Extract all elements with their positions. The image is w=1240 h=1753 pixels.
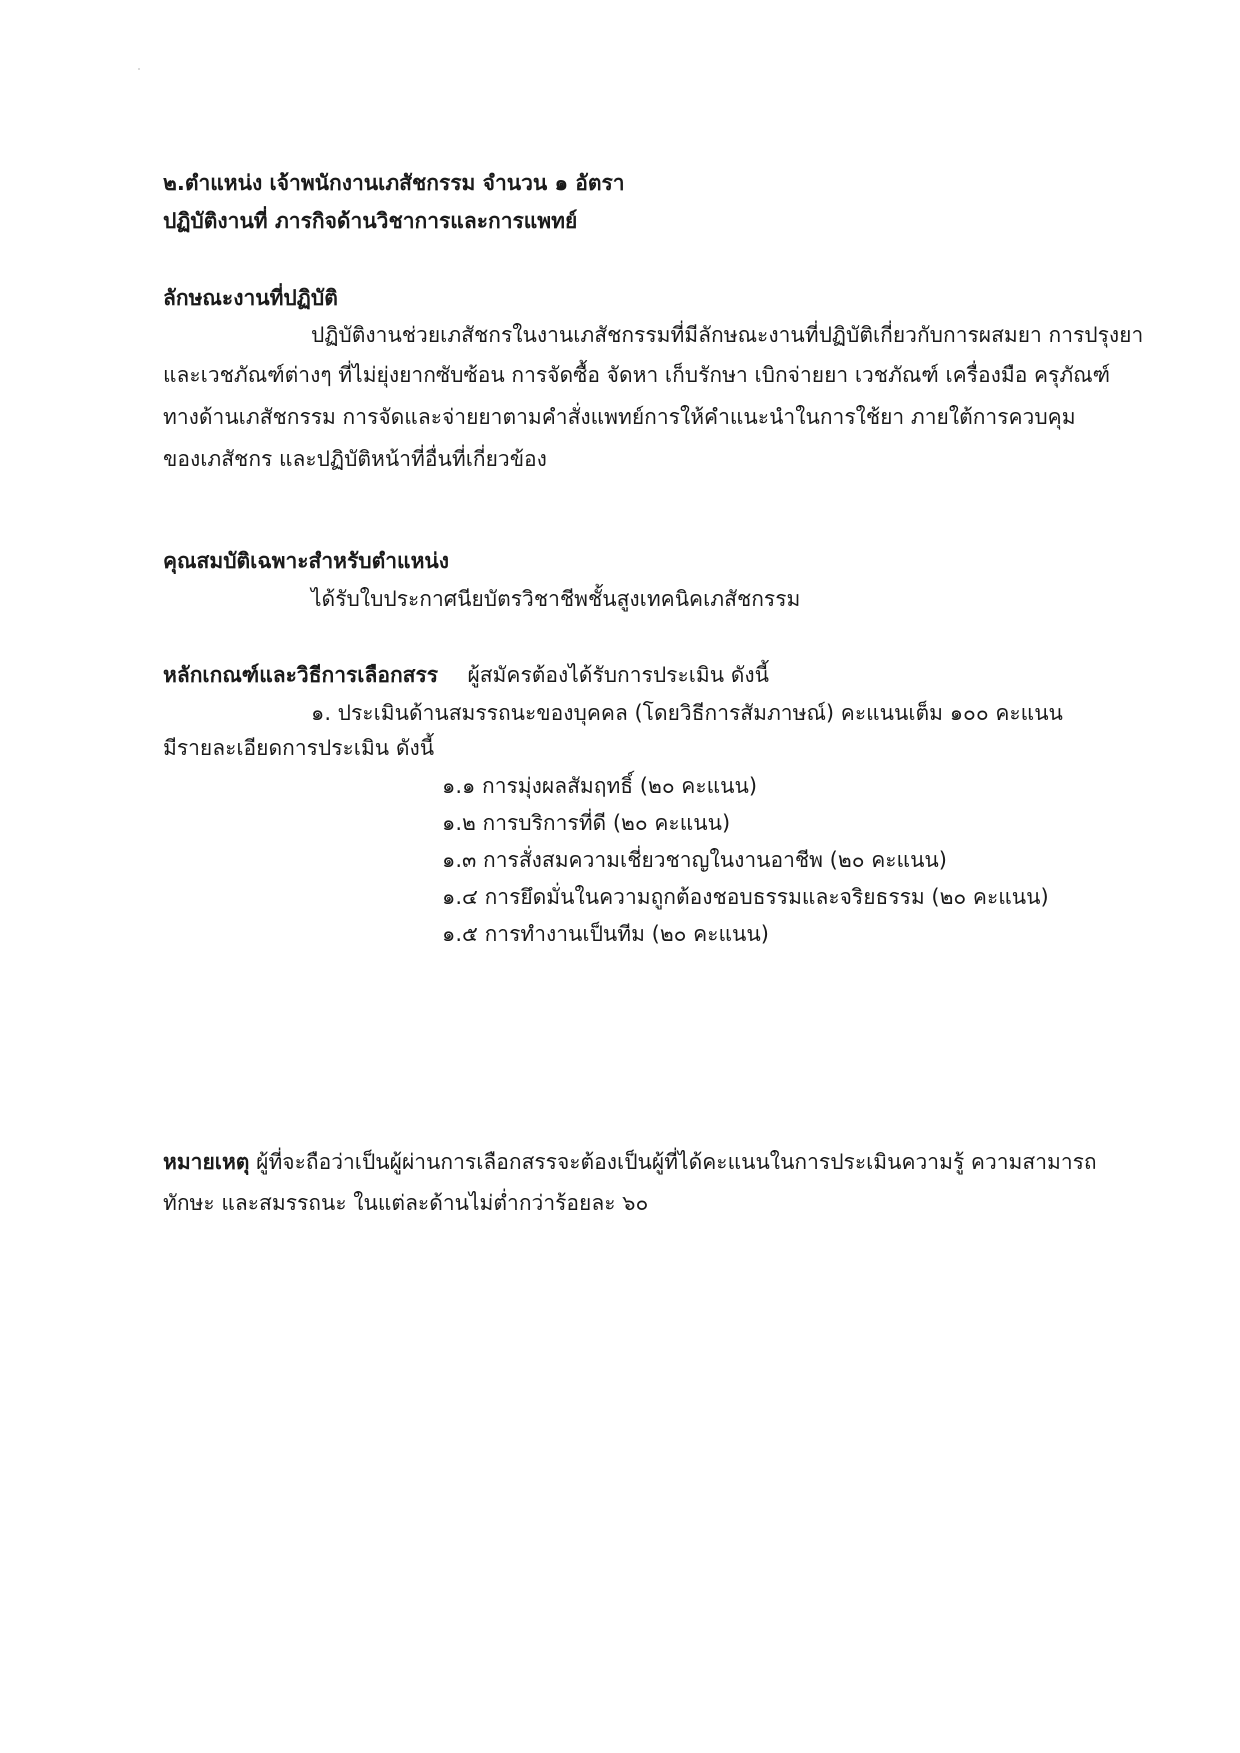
workplace: ปฏิบัติงานที่ ภารกิจด้านวิชาการและการแพทย์ xyxy=(163,209,578,233)
selection-intro: ๑. ประเมินด้านสมรรถนะของบุคคล (โดยวิธีการสัมภาษณ์) คะแนนเต็ม ๑๐๐ คะแนน xyxy=(311,701,1063,725)
qualifications-text: ได้รับใบประกาศนียบัตรวิชาชีพชั้นสูงเทคนิคเภสัชกรรม xyxy=(311,587,801,611)
criteria-item: ๑.๓ การสั่งสมความเชี่ยวชาญในงานอาชีพ (๒๐ คะแนน) xyxy=(442,848,947,872)
selection-heading-row xyxy=(163,660,769,690)
note-row xyxy=(163,1147,1097,1177)
note-text: ผู้ที่จะถือว่าเป็นผู้ผ่านการเลือกสรรจะต้องเป็นผู้ที่ได้คะแนนในการประเมินความรู้ ความสามารถ xyxy=(256,1150,1097,1174)
job-description-line: และเวชภัณฑ์ต่างๆ ที่ไม่ยุ่งยากซับซ้อน การจัดซื้อ จัดหา เก็บรักษา เบิกจ่ายยา เวชภัณฑ์ เครื่องมือ ครุภัณฑ์ xyxy=(163,363,1111,387)
position-title: ๒.ตำแหน่ง เจ้าพนักงานเภสัชกรรม จำนวน ๑ อัตรา xyxy=(163,171,625,195)
scan-speck xyxy=(138,68,140,70)
job-description-line: ทางด้านเภสัชกรรม การจัดและจ่ายยาตามคำสั่งแพทย์การให้คำแนะนำในการใช้ยา ภายใต้การควบคุม xyxy=(163,405,1076,429)
qualifications-heading: คุณสมบัติเฉพาะสำหรับตำแหน่ง xyxy=(163,549,450,573)
criteria-item: ๑.๑ การมุ่งผลสัมฤทธิ์ (๒๐ คะแนน) xyxy=(442,774,758,798)
selection-heading: หลักเกณฑ์และวิธีการเลือกสรร xyxy=(163,663,439,687)
job-description-line: ของเภสัชกร และปฏิบัติหน้าที่อื่นที่เกี่ยวข้อง xyxy=(163,447,547,471)
note-text-continued: ทักษะ และสมรรถนะ ในแต่ละด้านไม่ต่ำกว่าร้อยละ ๖๐ xyxy=(163,1191,649,1215)
note-label: หมายเหตุ xyxy=(163,1150,250,1174)
selection-intro-continued: มีรายละเอียดการประเมิน ดังนี้ xyxy=(163,736,435,760)
criteria-item: ๑.๔ การยึดมั่นในความถูกต้องชอบธรรมและจริยธรรม (๒๐ คะแนน) xyxy=(442,885,1049,909)
criteria-item: ๑.๒ การบริการที่ดี (๒๐ คะแนน) xyxy=(442,811,731,835)
selection-heading-suffix: ผู้สมัครต้องได้รับการประเมิน ดังนี้ xyxy=(467,663,770,687)
job-description-line: ปฏิบัติงานช่วยเภสัชกรในงานเภสัชกรรมที่มีลักษณะงานที่ปฏิบัติเกี่ยวกับการผสมยา การปรุงยา xyxy=(311,323,1144,347)
job-description-heading: ลักษณะงานที่ปฏิบัติ xyxy=(163,286,338,310)
criteria-item: ๑.๕ การทำงานเป็นทีม (๒๐ คะแนน) xyxy=(442,922,769,946)
